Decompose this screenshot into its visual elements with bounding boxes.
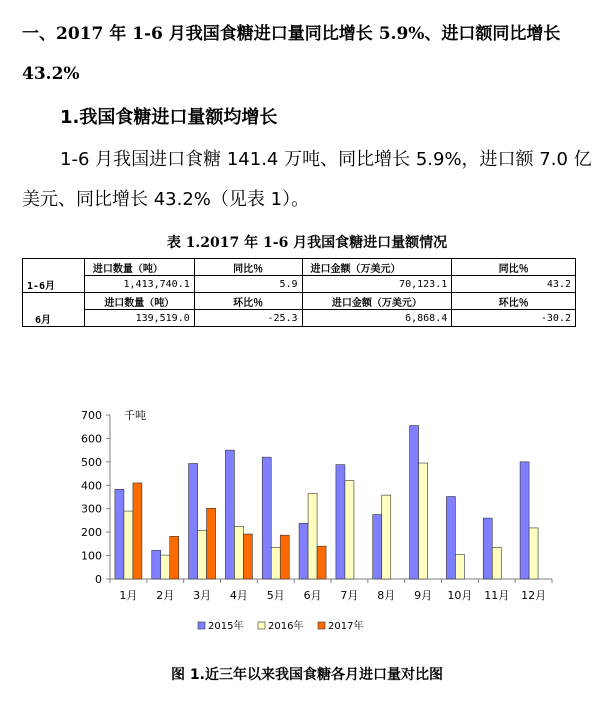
table-row <box>23 310 576 327</box>
x-tick-label: 11月 <box>484 589 510 602</box>
y-tick-label: 100 <box>81 549 102 563</box>
legend-swatch <box>258 622 265 629</box>
bar-2016年-3月 <box>198 530 207 579</box>
bar-2017年-4月 <box>243 534 252 579</box>
bar-2016年-4月 <box>234 526 243 579</box>
x-tick-label: 7月 <box>340 589 359 602</box>
x-tick-label: 5月 <box>266 589 285 602</box>
table-cell: -30.2 <box>452 310 576 327</box>
column-header: 环比％ <box>194 293 302 310</box>
y-tick-label: 300 <box>81 502 102 516</box>
table-row <box>23 259 576 276</box>
bar-2015年-8月 <box>373 515 382 579</box>
bar-2016年-5月 <box>271 547 280 579</box>
row-label: 6月 <box>35 315 52 326</box>
table-cell: 70,123.1 <box>302 276 452 293</box>
y-tick-label: 200 <box>81 526 102 540</box>
column-header: 同比％ <box>452 259 576 276</box>
bar-2016年-8月 <box>382 495 391 579</box>
column-header: 同比％ <box>194 259 302 276</box>
bar-2015年-2月 <box>152 550 161 579</box>
x-tick-label: 6月 <box>303 589 322 602</box>
bar-2015年-1月 <box>115 489 124 579</box>
figure-caption: 图 1.近三年以来我国食糖各月进口量对比图 <box>171 667 443 683</box>
bar-2016年-6月 <box>308 493 317 579</box>
y-tick-label: 600 <box>81 432 102 446</box>
bar-2016年-12月 <box>529 528 538 579</box>
y-tick-label: 700 <box>81 409 102 422</box>
x-tick-label: 1月 <box>119 589 138 602</box>
table-row <box>23 293 576 310</box>
legend-label: 2016年 <box>268 621 304 632</box>
column-header: 进口数量（吨） <box>84 293 194 310</box>
x-tick-label: 8月 <box>377 589 396 602</box>
bar-2015年-7月 <box>336 465 345 579</box>
table-caption: 表 1.2017 年 1-6 月我国食糖进口量额情况 <box>166 235 448 251</box>
bar-2016年-9月 <box>419 463 428 579</box>
table-row <box>23 276 576 293</box>
legend-swatch <box>198 622 205 629</box>
table-cell: 43.2 <box>452 276 576 293</box>
x-tick-label: 3月 <box>193 589 212 602</box>
y-tick-label: 500 <box>81 455 102 469</box>
bar-2015年-5月 <box>262 457 271 579</box>
legend-swatch <box>318 622 325 629</box>
bar-2015年-11月 <box>483 518 492 579</box>
x-tick-label: 4月 <box>229 589 248 602</box>
bar-chart <box>0 395 614 645</box>
table-cell: 5.9 <box>194 276 302 293</box>
bar-2015年-3月 <box>189 463 198 579</box>
bar-2017年-3月 <box>207 508 216 579</box>
bar-2017年-5月 <box>280 535 289 579</box>
y-tick-label: 400 <box>81 479 102 493</box>
bar-2017年-2月 <box>170 536 179 579</box>
bar-2016年-7月 <box>345 481 354 579</box>
column-header: 进口数量（吨） <box>84 259 194 276</box>
x-tick-label: 2月 <box>156 589 175 602</box>
row-label: 1-6月 <box>27 281 56 292</box>
bar-2016年-11月 <box>492 547 501 579</box>
column-header: 进口金额（万美元） <box>302 293 452 310</box>
bar-2015年-12月 <box>520 462 529 579</box>
bar-2017年-6月 <box>317 546 326 579</box>
bar-2016年-10月 <box>455 554 464 579</box>
x-tick-label: 12月 <box>521 589 547 602</box>
table-cell: -25.3 <box>194 310 302 327</box>
column-header: 环比％ <box>452 293 576 310</box>
body-paragraph: 1-6 月我国进口食糖 141.4 万吨、同比增长 5.9%，进口额 7.0 亿美元、同比增长 43.2%（见表 1）。 <box>22 149 592 210</box>
bar-2017年-1月 <box>133 483 142 579</box>
subsection-heading: 1.我国食糖进口量额均增长 <box>60 107 278 128</box>
bar-2015年-10月 <box>446 497 455 579</box>
bar-2016年-2月 <box>161 555 170 579</box>
y-unit-label: 千吨 <box>124 409 146 422</box>
bar-2016年-1月 <box>124 511 133 579</box>
column-header: 进口金额（万美元） <box>302 259 452 276</box>
legend-label: 2017年 <box>328 621 364 632</box>
table-cell <box>23 293 85 327</box>
bar-2015年-4月 <box>225 450 234 579</box>
x-tick-label: 9月 <box>414 589 433 602</box>
chart-area <box>0 395 614 645</box>
table-cell: 139,519.0 <box>84 310 194 327</box>
table-cell: 1,413,740.1 <box>84 276 194 293</box>
table-cell <box>23 259 85 293</box>
section-heading: 一、2017 年 1-6 月我国食糖进口量同比增长 5.9%、进口额同比增长 43.2% <box>22 24 561 84</box>
bar-2015年-6月 <box>299 523 308 579</box>
legend-label: 2015年 <box>208 621 244 632</box>
x-tick-label: 10月 <box>447 589 473 602</box>
import-table <box>22 258 576 327</box>
y-tick-label: 0 <box>95 573 102 586</box>
bar-2015年-9月 <box>410 426 419 579</box>
table-cell: 6,868.4 <box>302 310 452 327</box>
